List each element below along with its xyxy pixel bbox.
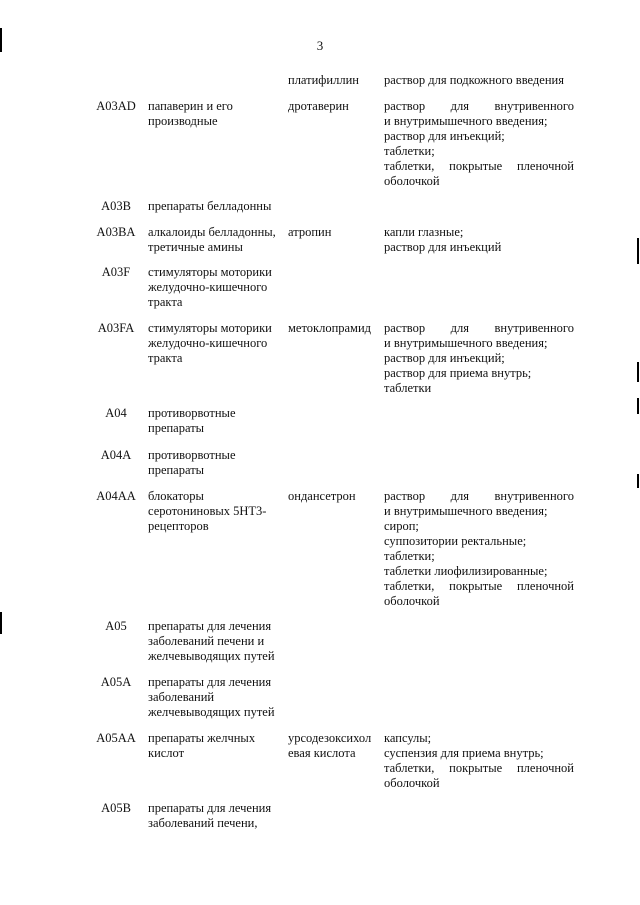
atc-code: A03AD <box>96 99 136 113</box>
drug-name <box>288 731 380 761</box>
group-text-line: желудочно-кишечного <box>148 336 268 350</box>
group-text-line: противорвотные <box>148 448 236 462</box>
group-text-line: препараты <box>148 421 205 435</box>
drug-name-line: метоклопрамид <box>288 321 372 335</box>
atc-code: A05AA <box>96 731 136 745</box>
anatomical-therapeutic-group <box>148 99 282 129</box>
group-text-line: желчевыводящих путей <box>148 705 275 719</box>
group-text-line: кислот <box>148 746 185 760</box>
group-text-line: тракта <box>148 295 183 309</box>
group-text-line: папаверин и его <box>148 99 233 113</box>
dosage-forms <box>384 321 574 396</box>
dosage-form-line: таблетки; <box>384 549 435 563</box>
atc-code: A05B <box>101 801 131 815</box>
anatomical-therapeutic-group <box>148 199 282 214</box>
group-text-line: третичные амины <box>148 240 243 254</box>
anatomical-therapeutic-group <box>148 406 282 436</box>
dosage-form-line: капли глазные; <box>384 225 464 239</box>
atc-code: A05 <box>105 619 127 633</box>
dosage-form-line: раствор для внутривенного <box>384 489 574 503</box>
dosage-form-line: таблетки, покрытые пленочной <box>384 761 574 775</box>
drug-name-line: платифиллин <box>288 73 359 87</box>
page-number: 3 <box>316 38 324 53</box>
dosage-form-line: и внутримышечного введения; <box>384 336 548 350</box>
dosage-form-line: оболочкой <box>384 594 440 608</box>
dosage-form-line: суспензия для приема внутрь; <box>384 746 544 760</box>
dosage-form-line: оболочкой <box>384 174 440 188</box>
dosage-forms <box>384 489 574 609</box>
atc-code: A03FA <box>97 321 135 335</box>
group-text-line: блокаторы <box>148 489 204 503</box>
dosage-forms <box>384 99 574 189</box>
drug-name-line: атропин <box>288 225 332 239</box>
group-text-line: препараты белладонны <box>148 199 272 213</box>
dosage-form-line: сироп; <box>384 519 419 533</box>
scan-edge-mark-right <box>637 362 639 382</box>
anatomical-therapeutic-group <box>148 321 282 366</box>
dosage-form-line: раствор для инъекций <box>384 240 502 254</box>
group-text-line: препараты желчных <box>148 731 256 745</box>
anatomical-therapeutic-group <box>148 265 282 310</box>
group-text-line: алкалоиды белладонны, <box>148 225 276 239</box>
dosage-form-line: таблетки, покрытые пленочной <box>384 159 574 173</box>
scan-edge-mark-right <box>637 238 639 264</box>
scan-edge-mark-right <box>637 398 639 414</box>
anatomical-therapeutic-group <box>148 448 282 478</box>
dosage-form-line: раствор для внутривенного <box>384 321 574 335</box>
drug-name-line: урсодезоксихол <box>288 731 372 745</box>
group-text-line: стимуляторы моторики <box>148 265 272 279</box>
atc-code: A04A <box>100 448 132 462</box>
group-text-line: препараты для лечения <box>148 675 272 689</box>
dosage-form-line: таблетки; <box>384 144 435 158</box>
atc-code: A04AA <box>96 489 136 503</box>
drug-name <box>288 73 380 88</box>
anatomical-therapeutic-group <box>148 731 282 761</box>
scan-edge-mark-right <box>637 474 639 488</box>
atc-code: A04 <box>105 406 127 420</box>
group-text-line: серотониновых 5HT3- <box>148 504 267 518</box>
dosage-form-line: раствор для инъекций; <box>384 351 505 365</box>
group-text-line: рецепторов <box>148 519 209 533</box>
dosage-form-line: раствор для внутривенного <box>384 99 574 113</box>
dosage-forms <box>384 73 574 88</box>
dosage-form-line: оболочкой <box>384 776 440 790</box>
anatomical-therapeutic-group <box>148 619 282 664</box>
atc-code: A03F <box>101 265 131 279</box>
dosage-form-line: раствор для подкожного введения <box>384 73 564 87</box>
group-text-line: желудочно-кишечного <box>148 280 268 294</box>
group-text-line: препараты <box>148 463 205 477</box>
atc-code: A03B <box>101 199 131 213</box>
drug-name-line: ондансетрон <box>288 489 356 503</box>
drug-name <box>288 225 380 240</box>
atc-code: A05A <box>100 675 132 689</box>
drug-name-line: евая кислота <box>288 746 356 760</box>
scan-edge-mark-left <box>0 612 2 634</box>
drug-name <box>288 321 380 336</box>
dosage-form-line: раствор для приема внутрь; <box>384 366 532 380</box>
drug-name <box>288 99 380 114</box>
dosage-form-line: таблетки, покрытые пленочной <box>384 579 574 593</box>
anatomical-therapeutic-group <box>148 801 282 831</box>
anatomical-therapeutic-group <box>148 675 282 720</box>
group-text-line: стимуляторы моторики <box>148 321 272 335</box>
dosage-form-line: суппозитории ректальные; <box>384 534 527 548</box>
atc-code: A03BA <box>96 225 136 239</box>
group-text-line: желчевыводящих путей <box>148 649 275 663</box>
anatomical-therapeutic-group <box>148 225 282 255</box>
dosage-form-line: раствор для инъекций; <box>384 129 505 143</box>
dosage-form-line: и внутримышечного введения; <box>384 504 548 518</box>
dosage-form-line: таблетки лиофилизированные; <box>384 564 548 578</box>
anatomical-therapeutic-group <box>148 489 282 534</box>
group-text-line: заболеваний печени и <box>148 634 265 648</box>
dosage-form-line: таблетки <box>384 381 432 395</box>
drug-name <box>288 489 380 504</box>
group-text-line: тракта <box>148 351 183 365</box>
dosage-form-line: капсулы; <box>384 731 432 745</box>
scan-edge-mark-left <box>0 28 2 52</box>
group-text-line: заболеваний <box>148 690 215 704</box>
group-text-line: препараты для лечения <box>148 801 272 815</box>
dosage-form-line: и внутримышечного введения; <box>384 114 548 128</box>
dosage-forms <box>384 731 574 791</box>
dosage-forms <box>384 225 574 255</box>
group-text-line: препараты для лечения <box>148 619 272 633</box>
group-text-line: заболеваний печени, <box>148 816 258 830</box>
group-text-line: противорвотные <box>148 406 236 420</box>
drug-name-line: дротаверин <box>288 99 349 113</box>
group-text-line: производные <box>148 114 218 128</box>
